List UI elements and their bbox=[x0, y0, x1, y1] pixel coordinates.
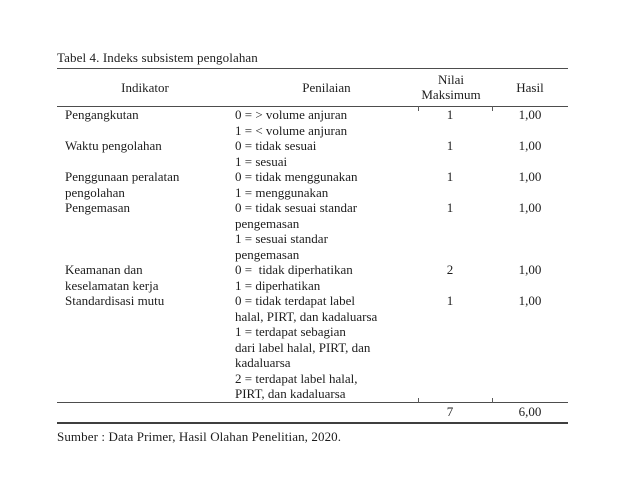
cell-line: 0 = tidak diperhatikan bbox=[235, 262, 353, 277]
penilaian-cell bbox=[233, 262, 420, 293]
cell-line: Standardisasi mutu bbox=[65, 293, 165, 308]
indicator-cell bbox=[57, 262, 233, 293]
indicator-cell bbox=[57, 138, 233, 154]
total-empty-indikator bbox=[57, 404, 233, 420]
hasil-cell: 1,00 bbox=[518, 200, 542, 215]
table-row bbox=[57, 138, 568, 169]
table-header-row bbox=[57, 69, 568, 107]
source-note: Sumber : Data Primer, Hasil Olahan Penelitian, 2020. bbox=[57, 428, 342, 444]
cell-line: Pengemasan bbox=[65, 200, 130, 215]
cell-line: Keamanan dan bbox=[65, 262, 143, 277]
cell-line: Waktu pengolahan bbox=[65, 138, 162, 153]
table-row bbox=[57, 293, 568, 402]
indicator-cell bbox=[57, 107, 233, 123]
cell-line: 0 = > volume anjuran bbox=[235, 107, 348, 122]
cell-line: pengemasan bbox=[235, 246, 300, 262]
cell-line: 0 = tidak sesuai bbox=[235, 138, 317, 153]
hasil-cell: 1,00 bbox=[518, 138, 542, 153]
penilaian-cell bbox=[233, 169, 420, 200]
table-row bbox=[57, 262, 568, 293]
total-hasil: 6,00 bbox=[518, 403, 542, 419]
column-header-indikator: Indikator bbox=[121, 79, 169, 95]
table-body bbox=[57, 107, 568, 402]
cell-line: PIRT, dan kadaluarsa bbox=[235, 386, 346, 401]
table-container bbox=[57, 50, 568, 445]
cell-line: Penggunaan peralatan bbox=[65, 169, 180, 184]
cell-line: 0 = tidak menggunakan bbox=[235, 169, 358, 184]
total-nilai-maksimum: 7 bbox=[446, 403, 454, 419]
cell-line: 1 = sesuai bbox=[235, 153, 288, 169]
cell-line: keselamatan kerja bbox=[65, 277, 159, 293]
nilai-maksimum-cell: 1 bbox=[446, 138, 454, 153]
cell-line: pengemasan bbox=[235, 215, 300, 231]
cell-line: pengolahan bbox=[65, 184, 125, 200]
indicator-cell bbox=[57, 169, 233, 200]
cell-line: halal, PIRT, dan kadaluarsa bbox=[235, 308, 378, 324]
hasil-cell: 1,00 bbox=[518, 293, 542, 308]
cell-line: 1 = diperhatikan bbox=[235, 277, 321, 293]
nilai-maksimum-cell: 1 bbox=[446, 200, 454, 215]
column-header-nilai-maksimum: Nilai Maksimum bbox=[421, 72, 481, 102]
cell-line: 0 = tidak terdapat label bbox=[235, 293, 355, 308]
penilaian-cell bbox=[233, 107, 420, 138]
cell-line: kadaluarsa bbox=[235, 355, 291, 370]
column-header-penilaian: Penilaian bbox=[302, 79, 351, 95]
cell-line: 2 = terdapat label halal, bbox=[235, 370, 358, 386]
data-table bbox=[57, 68, 568, 424]
penilaian-cell bbox=[233, 293, 420, 402]
indicator-cell bbox=[57, 293, 233, 309]
nilai-maksimum-cell: 1 bbox=[446, 169, 454, 184]
table-total-row bbox=[57, 402, 568, 424]
indicator-cell bbox=[57, 200, 233, 216]
table-row bbox=[57, 169, 568, 200]
cell-line: dari label halal, PIRT, dan bbox=[235, 339, 371, 355]
table-row bbox=[57, 200, 568, 262]
nilai-maksimum-cell: 2 bbox=[446, 262, 454, 277]
hasil-cell: 1,00 bbox=[518, 262, 542, 277]
cell-line: 0 = tidak sesuai standar bbox=[235, 200, 358, 215]
nilai-maksimum-cell: 1 bbox=[446, 293, 454, 308]
hasil-cell: 1,00 bbox=[518, 107, 542, 122]
penilaian-cell bbox=[233, 138, 420, 169]
cell-line: 1 = menggunakan bbox=[235, 184, 329, 200]
penilaian-cell bbox=[233, 200, 420, 262]
table-caption: Tabel 4. Indeks subsistem pengolahan bbox=[57, 50, 258, 65]
hasil-cell: 1,00 bbox=[518, 169, 542, 184]
cell-line: 1 = terdapat sebagian bbox=[235, 324, 346, 339]
nilai-maksimum-cell: 1 bbox=[446, 107, 454, 122]
total-empty-penilaian bbox=[233, 404, 420, 420]
column-divider-tick bbox=[492, 398, 493, 403]
column-header-hasil: Hasil bbox=[516, 79, 544, 95]
cell-line: 1 = < volume anjuran bbox=[235, 122, 348, 138]
cell-line: Pengangkutan bbox=[65, 107, 139, 122]
cell-line: 1 = sesuai standar bbox=[235, 231, 328, 246]
table-row bbox=[57, 107, 568, 138]
column-divider-tick bbox=[418, 398, 419, 403]
